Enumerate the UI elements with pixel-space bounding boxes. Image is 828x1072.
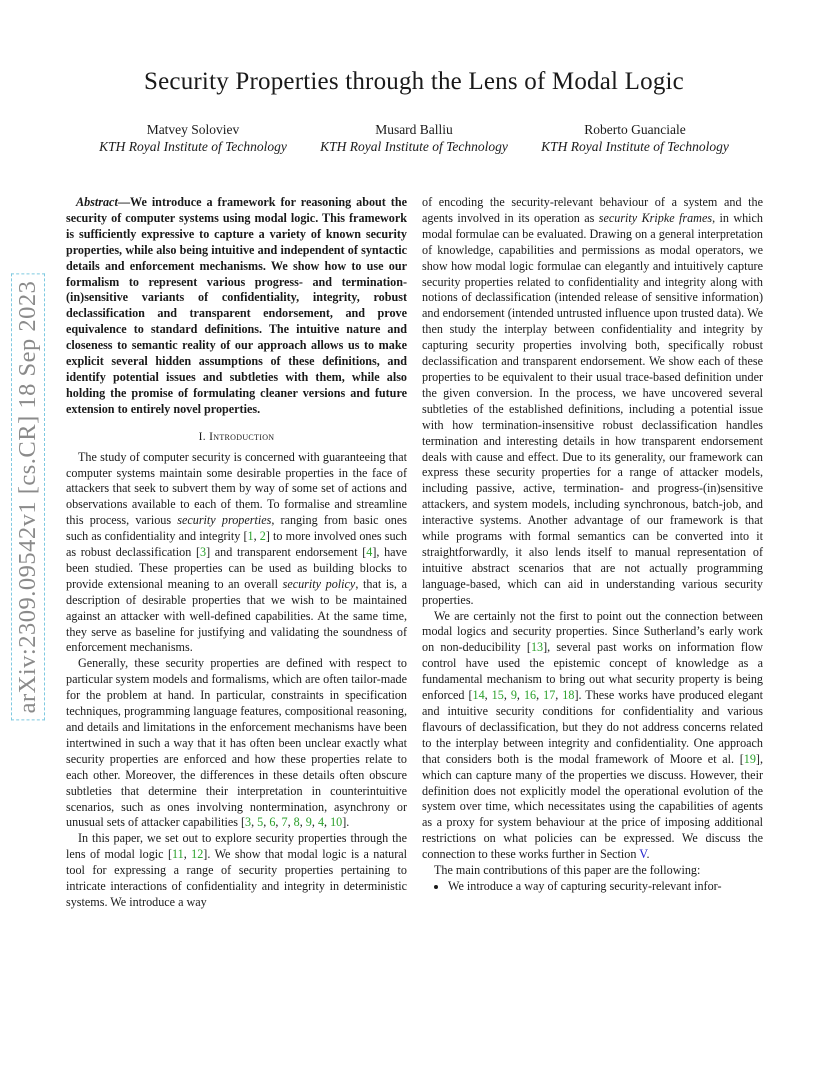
author-affiliation: KTH Royal Institute of Technology <box>320 139 508 154</box>
abstract-text: —We introduce a framework for reasoning about the security of computer systems using modal logic. This framework is sufficiently expressive to capture a variety of known security properties, while also being intuitive and independent of syntactic details and enforcement mechanisms. We show how to use our formalism to represent various progress- and termination-(in)sensitive variants of confidentiality, integrity, robust declassification and transparent endorsement, and prove equivalence to standard definitions. The intuitive nature and closeness to semantic reality of our approach allows us to make explicit several hidden assumptions of these definitions, and identify potential issues and subtleties with them, while also holding the promise of formulating cleaner versions and future extension to entirely novel properties. <box>66 195 407 416</box>
text-run: , <box>275 815 282 830</box>
emphasis: security properties <box>177 513 272 528</box>
author-name: Musard Balliu <box>375 122 453 137</box>
paragraph-3 <box>66 831 407 911</box>
paragraph-4 <box>422 195 763 609</box>
text-run: , <box>503 688 511 703</box>
text-run: ] and transparent endorsement [ <box>206 545 367 560</box>
text-run: , <box>299 815 306 830</box>
citation-link[interactable]: 3 <box>245 815 252 830</box>
left-column <box>66 195 407 911</box>
text-run: , <box>251 815 258 830</box>
text-run: . <box>646 847 650 862</box>
text-run: ], which can capture many of the properties we discuss. However, their definition does not explicitly model the operational evolution of the system over time, which necessitates using the capabilities of agents as a proxy for system behaviour at the price of imposing additional restrictions on what policies can be expressed. We discuss the connection to these works further in Section <box>422 751 763 862</box>
section-link[interactable]: V <box>639 847 647 862</box>
citation-link[interactable]: 18 <box>562 688 575 703</box>
citation-link[interactable]: 13 <box>530 640 544 655</box>
text-run: , <box>555 688 563 703</box>
text-run: , <box>324 815 331 830</box>
section-heading-introduction <box>66 430 407 446</box>
paragraph-1 <box>66 450 407 657</box>
arxiv-stamp <box>8 258 48 736</box>
text-run: Generally, these security properties are defined with respect to particular system models and formalisms, which are often tailor-made for the problem at hand. In particular, constraints in specification techniques, programming language features, compositional reasoning, and details and limitations in the enforcement mechanisms have been intertwined in such a way that it has often been unclear exactly what security properties are enforced and how these properties relate to each other. Moreover, the differences in these details often obscure subtleties that determine their interpretation in counterintuitive scenarios, such as ones involving nontermination, asynchrony or unusual sets of attacker capabilities [ <box>66 656 407 830</box>
text-run: ]. These works have produced elegant and intuitive security conditions for confidentiality and various flavours of declassification, but they do not address concerns related to the interplay between integrity and confidentiality. One approach that considers both is the modal framework of Moore et al. [ <box>422 688 764 766</box>
author-name: Matvey Soloviev <box>146 122 240 137</box>
author-block <box>0 121 828 165</box>
text-run: ]. <box>342 815 350 830</box>
text-run: , that is, a description of desirable properties that we wish to be maintained against an attacker with well-defined capabilities. At the same time, they serve as baseline for justifying and validating the soundness of enforcement mechanisms. <box>66 576 407 655</box>
citation-link[interactable]: 3 <box>199 545 207 560</box>
text-run: ]. We show that modal logic is a natural tool for expressing a range of security properties pertaining to intricate interactions of confidentiality and integrity in deterministic systems. We introduce a way <box>66 847 407 909</box>
text-run: , ranging from basic ones such as confidentiality and integrity [ <box>66 513 407 544</box>
text-run: , <box>263 815 270 830</box>
text-run: , <box>287 815 294 830</box>
text-run: , <box>311 815 318 830</box>
author-3 <box>530 121 740 155</box>
text-run: ] to more involved ones such as robust declassification [ <box>66 529 407 560</box>
abstract-lead: Abstract <box>76 195 118 209</box>
author-2 <box>309 121 519 155</box>
paragraph-6: The main contributions of this paper are the following: <box>434 863 701 878</box>
paper-title: Security Properties through the Lens of Modal Logic <box>144 68 684 95</box>
text-run: , in which modal formulae can be evaluated. Drawing on a general interpretation of knowledge, capabilities and permissions as modal operators, we show how modal logic formulae can elegantly and intuitively capture security properties related to confidentiality and integrity along with notions of declassification (intended release of sensitive information) and endorsement (intended untrusted influence upon trusted data). We then study the interplay between confidentiality and integrity by capturing security properties involving both, specifically robust declassification and transparent endorsement. We show each of these properties to be equivalent to their usual trace-based definition under the given conversion. In the process, we have uncovered several subtleties of the established definitions, including a potential issue with how termination-insensitive robust declassification handles termination and interesting details in how transparent endorsement deals with cause and effect. Due to its generality, our framework can express these security properties for a range of attacker models, including passive, active, termination- and progress-(in)sensitive attackers, and system models, including synchronous, batch-job, and interactive systems. Another advantage of our framework is that while programs with formal semantics can be converted into it straightforwardly, it also lends itself to manual representation of intuitive abstract scenarios that are not actually programming language-based, which can aid in understanding various security properties. <box>422 210 763 607</box>
citation-link[interactable]: 11 <box>172 847 184 862</box>
text-run: We are certainly not the first to point out the connection between modal logics and security properties. Since Sutherland’s early work on non-deducibility [ <box>422 608 763 655</box>
citation-link[interactable]: 14 <box>472 688 485 703</box>
author-name: Roberto Guanciale <box>584 122 686 137</box>
citation-link[interactable]: 9 <box>510 688 517 703</box>
citation-link[interactable]: 12 <box>191 847 204 862</box>
citation-link[interactable]: 19 <box>743 751 756 766</box>
author-affiliation: KTH Royal Institute of Technology <box>541 139 729 154</box>
section-number: I. <box>198 430 210 443</box>
text-run: ], several past works on information flow control have used the epistemic concept of knowledge as a fundamental mechanism to bring out what security property is being enforced [ <box>422 640 763 703</box>
text-run: , <box>253 529 260 544</box>
citation-link[interactable]: 6 <box>269 815 276 830</box>
citation-link[interactable]: 17 <box>543 688 556 703</box>
abstract <box>66 195 407 418</box>
contributions-list <box>422 879 763 895</box>
emphasis: security policy <box>282 576 356 591</box>
citation-link[interactable]: 10 <box>330 815 343 830</box>
text-run: The study of computer security is concerned with guaranteeing that computer systems maintain some desirable properties in the face of attackers that seek to subvert them by way of some set of actions and observations available to each of them. To formalise and streamline this process, various <box>66 449 407 528</box>
arxiv-identifier[interactable]: arXiv:2309.09542v1 [cs.CR] 18 Sep 2023 <box>11 274 45 721</box>
citation-link[interactable]: 2 <box>259 529 266 544</box>
citation-link[interactable]: 5 <box>257 815 264 830</box>
text-run: of encoding the security-relevant behaviour of a system and the agents involved in its operation as <box>422 195 763 225</box>
author-1 <box>88 121 298 155</box>
citation-link[interactable]: 4 <box>366 545 373 560</box>
citation-link[interactable]: 9 <box>305 815 312 830</box>
emphasis: security Kripke frames <box>598 210 713 225</box>
text-run: , <box>183 847 192 862</box>
author-affiliation: KTH Royal Institute of Technology <box>99 139 287 154</box>
text-run: In this paper, we set out to explore security properties through the lens of modal logic [ <box>66 831 407 862</box>
citation-link[interactable]: 16 <box>523 688 537 703</box>
citation-link[interactable]: 8 <box>293 815 300 830</box>
list-item: • We introduce a way of capturing security-relevant infor- <box>448 879 763 895</box>
text-run: , <box>484 688 492 703</box>
citation-link[interactable]: 4 <box>317 815 325 830</box>
text-run: , <box>516 688 524 703</box>
right-column <box>422 195 763 895</box>
citation-link[interactable]: 7 <box>281 815 288 830</box>
paragraph-5 <box>422 609 763 864</box>
section-title: Introduction <box>209 430 275 443</box>
citation-link[interactable]: 15 <box>491 688 504 703</box>
text-run: , <box>536 688 544 703</box>
text-run: ], have been studied. These properties can be used as building blocks to provide extensional meaning to an overall <box>66 545 407 591</box>
paragraph-2 <box>66 656 407 831</box>
citation-link[interactable]: 1 <box>247 529 254 544</box>
